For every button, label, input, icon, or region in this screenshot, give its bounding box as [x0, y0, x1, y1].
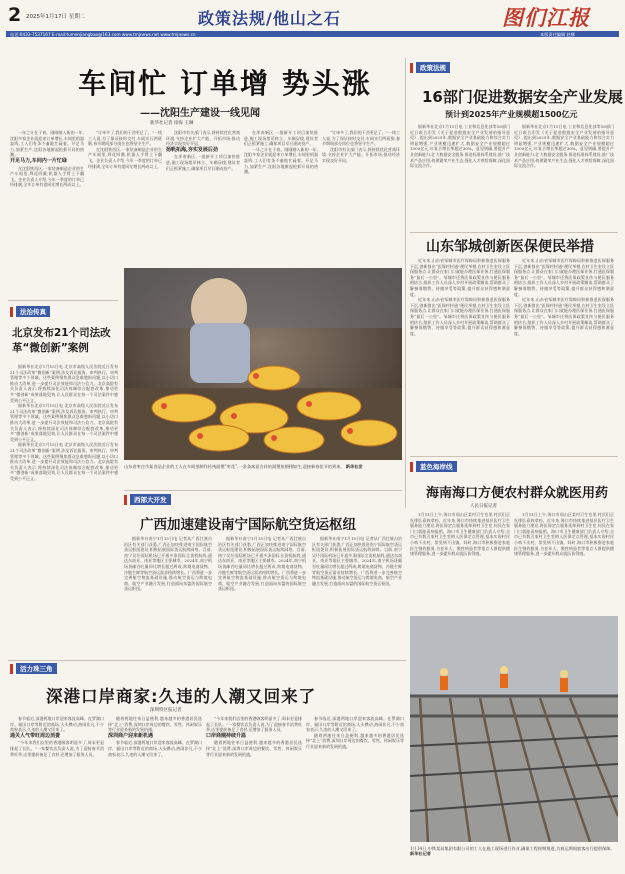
lead-paragraph: 在浑南新区,一批新开工项目加快推进,施工现场塔吊林立、车辆穿梭,建设者们正抓紧施工,确保项目早日建成投产。	[244, 130, 318, 147]
article-body	[124, 536, 212, 656]
article-paragraph: “今年来我们店里的香港顾客明显多了,周末更是排起了长队。”一家餐饮店负责人说,为了迎接春节消费旺季,店里提前备足了食材,还增加了服务人员。	[10, 740, 104, 757]
article-paragraph: “今年来我们店里的香港顾客明显多了,周末更是排起了长队。”一家餐饮店负责人说,为了迎接春节消费旺季,店里提前备足了食材,还增加了服务人员。	[206, 716, 302, 733]
editor-credit: 本版责任编辑 赵娜	[540, 31, 575, 37]
article-paragraph: 据新华社北京1月15日电 北京市高级人民法院近日发布21个司法改革“微创新”案例,涉及诉讼服务、审判执行、审判管理等多个领域。这些案例聚焦群众急难愁盼问题,以小切口推动大改革,进一步提升司法效能和司法公信力。北京高院有关负责人表示,将持续深化司法体制综合配套改革,推动更多“微创新”成果落地见效,让人民群众在每一个司法案件中感受到公平正义。	[10, 442, 118, 481]
article-paragraph: 近年来,山东省邹城市医疗保障局积极推进医保服务下沉,创新推出“医保村村通”便民举措,在村卫生室设立医保服务点,让群众在家门口就能办理医保业务,打通医保服务“最后一公里”。邹城市还将医保政策宣传与便民服务相结合,组织工作人员深入乡村开展政策解读,帮助群众了解参保缴费、待遇享受等政策,提升群众获得感和满意度。	[410, 297, 510, 336]
tag-label: 蓝色海岸线	[416, 461, 457, 472]
lead-column-5	[322, 130, 400, 258]
divider	[8, 660, 406, 661]
article-byline: 深圳特区报记者	[150, 708, 182, 713]
article-byline: 人民日报记者	[470, 504, 497, 509]
article-body	[410, 124, 510, 234]
article-paragraph: 据新华社南宁1月15日电 记者从广西壮族自治区有关部门获悉,广西正加快推进南宁国际航空货运枢纽建设,积极拓展国际货运航线网络。目前,南宁吴圩国际机场已开通多条国际全货机航线,通达东南亚、南亚等地区主要城市。2024年,南宁机场货邮吞吐量同比增长超过两成,跨境电商货物、冷链生鲜等航空货运需求持续增长。广西将进一步完善航空物流基础设施,推动航空货运与跨境电商、临空产业融合发展,打造面向东盟的国际航空货运枢纽。	[312, 536, 402, 586]
lead-subtitle: ——沈阳生产建设一线见闻	[140, 108, 260, 119]
lead-paragraph: 沈阳市有关部门表示,将持续优化营商环境,支持企业扩大产能、开拓市场,推动经济实现良好开局。	[322, 146, 400, 163]
lead-paragraph: 在浑南新区,一批新开工项目加快推进,施工现场塔吊林立、车辆穿梭,建设者们正抓紧施工,确保项目早日建成投产。	[166, 154, 240, 171]
article-paragraph: 据新华社南宁1月15日电 记者从广西壮族自治区有关部门获悉,广西正加快推进南宁国际航空货运枢纽建设,积极拓展国际货运航线网络。目前,南宁吴圩国际机场已开通多条国际全货机航线,通达东南亚、南亚等地区主要城市。2024年,南宁机场货邮吞吐量同比增长超过两成,跨境电商货物、冷链生鲜等航空货运需求持续增长。广西将进一步完善航空物流基础设施,推动航空货运与跨境电商、临空产业融合发展,打造面向东盟的国际航空货运枢纽。	[124, 536, 212, 592]
section-tag	[410, 62, 450, 73]
article-paragraph: 近年来,山东省邹城市医疗保障局积极推进医保服务下沉,创新推出“医保村村通”便民举措,在村卫生室设立医保服务点,让群众在家门口就能办理医保业务,打通医保服务“最后一公里”。邹城市还将医保政策宣传与便民服务相结合,组织工作人员深入乡村开展政策解读,帮助群众了解参保缴费、待遇享受等政策,提升群众获得感和满意度。	[410, 258, 510, 297]
lead-paragraph: 一年之计在于春。刚刚踏入新的一年,沈阳多家企业就迎来订单增长,车间里机器轰鸣,工人们有条不紊地忙碌着。开足马力,加紧生产,沈阳各地掀起抢抓开局的热潮。	[10, 130, 84, 158]
article-paragraph: 据新华社北京1月15日电 工业和信息化部等16部门近日联合印发《关于促进数据安全产业发展的指导意见》,提出到2025年,数据安全产业基础能力和综合实力明显增强,产业规模迅速扩大,数据安全产业规模超过1500亿元,年复合增长率超过30%。意见明确,要提升产业创新能力,壮大数据安全服务,推进标准体系建设,推广技术产品应用,构建繁荣产业生态,强化人才供给保障,深化国际交流合作。	[410, 124, 510, 169]
article-body	[312, 536, 402, 656]
article-paragraph: 1月11日上午,海口市琼山区某村卫生室里,村民们正在排队看病拿药。近年来,海口市持续推进基层医疗卫生服务能力建设,将医保定点服务延伸到村卫生室,村民在家门口就能看病报销。海口市卫生健康部门负责人介绍,全市已有数百家村卫生室纳入医保定点管理,基本实现村民小病不出村、常见病不出镇。同时,海口市积极推进家庭医生签约服务,为老年人、慢性病患者等重点人群提供健康管理服务,进一步提升群众就医获得感。	[410, 512, 510, 557]
article-subhead: 口岸商圈持续升温	[206, 732, 247, 739]
lead-paragraph: 一年之计在于春。刚刚踏入新的一年,沈阳多家企业就迎来订单增长,车间里机器轰鸣,工人们有条不紊地忙碌着。开足马力,加紧生产,沈阳各地掀起抢抓开局的热潮。	[244, 146, 318, 175]
lead-paragraph: 在沈阳铁西区,一家装备制造企业的生产车间里,焊花四溅,机器人手臂上下翻飞。企业负责人介绍,今年一季度的订单已经排满,全年订单有望同比增长两成以上。	[10, 165, 84, 188]
lead-paragraph: “订单多了,我们的干劲更足了。”一线工人说,为了保证按时交付,车间实行两班倒,春节期间部分岗位也将坚守生产。	[88, 130, 162, 147]
article-body	[410, 258, 510, 460]
tag-bar	[10, 307, 13, 317]
section-tag	[10, 306, 50, 317]
issue-date: 2025年1月17日 星期二	[26, 14, 86, 20]
article-body	[514, 512, 614, 612]
article-body	[206, 716, 302, 868]
tag-label: 法治传真	[16, 306, 50, 317]
article-paragraph: 春节临近,深港两地口岸迎来客流高峰。在罗湖口岸、福田口岸等附近的商场,人头攒动,热闹非凡,不少商家表示,久违的人潮又回来了。	[108, 740, 202, 757]
article-paragraph: 据新华社南宁1月15日电 记者从广西壮族自治区有关部门获悉,广西正加快推进南宁国际航空货运枢纽建设,积极拓展国际货运航线网络。目前,南宁吴圩国际机场已开通多条国际全货机航线,通达东南亚、南亚等地区主要城市。2024年,南宁机场货邮吞吐量同比增长超过两成,跨境电商货物、冷链生鲜等航空货运需求持续增长。广西将进一步完善航空物流基础设施,推动航空货运与跨境电商、临空产业融合发展,打造面向东盟的国际航空货运枢纽。	[218, 536, 306, 592]
lead-subhead: 开足马力,车间内一片忙碌	[10, 157, 67, 164]
tag-label: 政策法规	[416, 62, 450, 73]
article-title: 山东邹城创新医保便民举措	[426, 239, 594, 255]
caption-text: 1月14日,中铁某局集团有限公司的工人在施工现场进行作业,确保工程按期推进,为春运期间旅客出行提供保障。	[410, 846, 615, 851]
tag-label: 西部大开发	[130, 494, 171, 505]
lead-byline: 新华社记者 徐海 王琳	[150, 121, 194, 126]
article-title: 海南海口方便农村群众就医用药	[426, 486, 609, 501]
newspaper-logo: 图们江报	[502, 5, 590, 30]
article-paragraph: 据新华社北京1月15日电 北京市高级人民法院近日发布21个司法改革“微创新”案例,涉及诉讼服务、审判执行、审判管理等多个领域。这些案例聚焦群众急难愁盼问题,以小切口推动大改革,进一步提升司法效能和司法公信力。北京高院有关负责人表示,将持续深化司法体制综合配套改革,推动更多“微创新”成果落地见效,让人民群众在每一个司法案件中感受到公平正义。	[10, 364, 118, 403]
section-tag	[124, 494, 171, 505]
article-paragraph: 近年来,山东省邹城市医疗保障局积极推进医保服务下沉,创新推出“医保村村通”便民举措,在村卫生室设立医保服务点,让群众在家门口就能办理医保业务,打通医保服务“最后一公里”。邹城市还将医保政策宣传与便民服务相结合,组织工作人员深入乡村开展政策解读,帮助群众了解参保缴费、待遇享受等政策,提升群众获得感和满意度。	[514, 297, 614, 336]
article-title: 深港口岸商家:久违的人潮又回来了	[46, 687, 317, 706]
tag-bar	[410, 462, 413, 472]
article-body	[514, 258, 614, 460]
lead-column-1	[10, 130, 84, 258]
tag-bar	[10, 664, 13, 674]
article-title: 广西加速建设南宁国际航空货运枢纽	[140, 517, 356, 533]
contact-line: 电话:0433-7537167 E-mail:tumenjiangbao@163.com www.tmjnews.net www.tmjnews.cn	[10, 31, 196, 37]
divider	[405, 58, 406, 508]
tag-bar	[124, 495, 127, 505]
article-body	[410, 512, 510, 612]
article-paragraph: 随着两地往来日益便利,越来越多的香港居民选择“北上”消费,深圳口岸周边的餐饮、零售、休闲娱乐等行业迎来新的发展机遇。	[306, 732, 404, 749]
article-paragraph: 1月11日上午,海口市琼山区某村卫生室里,村民们正在排队看病拿药。近年来,海口市持续推进基层医疗卫生服务能力建设,将医保定点服务延伸到村卫生室,村民在家门口就能看病报销。海口市卫生健康部门负责人介绍,全市已有数百家村卫生室纳入医保定点管理,基本实现村民小病不出村、常见病不出镇。同时,海口市积极推进家庭医生签约服务,为老年人、慢性病患者等重点人群提供健康管理服务,进一步提升群众就医获得感。	[514, 512, 614, 557]
article-body	[10, 364, 118, 658]
section-tag	[10, 663, 57, 674]
section-title: 政策法规/他山之石	[198, 9, 341, 28]
article-body	[108, 716, 202, 868]
lead-title: 车间忙 订单增 势头涨	[78, 67, 372, 100]
lead-column-3	[166, 130, 240, 258]
tag-label: 活力珠三角	[16, 663, 57, 674]
photo-caption	[410, 846, 618, 870]
photo-credit: 新华社记者	[410, 851, 431, 857]
article-paragraph: 随着两地往来日益便利,越来越多的香港居民选择“北上”消费,深圳口岸周边的餐饮、零售、休闲娱乐等行业迎来新的发展机遇。	[206, 740, 302, 757]
news-photo	[410, 616, 618, 842]
divider	[410, 232, 618, 233]
lead-column-4	[244, 130, 318, 258]
article-paragraph: 春节临近,深港两地口岸迎来客流高峰。在罗湖口岸、福田口岸等附近的商场,人头攒动,热闹非凡,不少商家表示,久违的人潮又回来了。	[306, 716, 404, 733]
railway-construction-photo	[410, 616, 618, 842]
article-paragraph: 据新华社北京1月15日电 北京市高级人民法院近日发布21个司法改革“微创新”案例,涉及诉讼服务、审判执行、审判管理等多个领域。这些案例聚焦群众急难愁盼问题,以小切口推动大改革,进一步提升司法效能和司法公信力。北京高院有关负责人表示,将持续深化司法体制综合配套改革,推动更多“微创新”成果落地见效,让人民群众在每一个司法案件中感受到公平正义。	[10, 403, 118, 442]
article-paragraph: 据新华社北京1月15日电 工业和信息化部等16部门近日联合印发《关于促进数据安全产业发展的指导意见》,提出到2025年,数据安全产业基础能力和综合实力明显增强,产业规模迅速扩大,数据安全产业规模超过1500亿元,年复合增长率超过30%。意见明确,要提升产业创新能力,壮大数据安全服务,推进标准体系建设,推广技术产品应用,构建繁荣产业生态,强化人才供给保障,深化国际交流合作。	[514, 124, 614, 169]
article-body	[10, 716, 104, 868]
lead-column-2	[88, 130, 162, 258]
lead-paragraph: “订单多了,我们的干劲更足了。”一线工人说,为了保证按时交付,车间实行两班倒,春节期间部分岗位也将坚守生产。	[322, 130, 400, 147]
lead-paragraph: 在沈阳铁西区,一家装备制造企业的生产车间里,焊花四溅,机器人手臂上下翻飞。企业负责人介绍,今年一季度的订单已经排满,全年订单有望同比增长两成以上。	[88, 146, 162, 169]
photo-caption	[124, 464, 402, 488]
article-body	[306, 716, 404, 868]
article-body	[218, 536, 306, 656]
article-body	[514, 124, 614, 234]
divider	[124, 490, 402, 491]
dough-fish-photo	[124, 268, 402, 460]
tag-bar	[410, 63, 413, 73]
masthead	[0, 0, 625, 40]
divider	[410, 456, 618, 457]
article-title: 北京发布21个司法改革“微创新”案例	[12, 327, 111, 354]
news-photo	[124, 268, 402, 460]
caption-text: 山东省枣庄市某食品企业的工人在车间里制作传统面塑“枣花”,一条条寓意吉祥的面塑鱼栩栩如生,迎接新春佳节的到来。	[124, 464, 345, 469]
article-title: 16部门促进数据安全产业发展	[422, 88, 623, 106]
lead-subhead: 扬帆拓海,夯实发展后劲	[166, 146, 218, 153]
article-paragraph: 随着两地往来日益便利,越来越多的香港居民选择“北上”消费,深圳口岸周边的餐饮、零售、休闲娱乐等行业迎来新的发展机遇。	[108, 716, 202, 733]
article-subtitle: 预计到2025年产业规模超1500亿元	[445, 110, 578, 119]
article-subhead: 通关人气带旺周边消费	[10, 732, 61, 739]
divider	[8, 300, 118, 301]
page-number: 2	[8, 4, 22, 26]
article-paragraph: 春节临近,深港两地口岸迎来客流高峰。在罗湖口岸、福田口岸等附近的商场,人头攒动,热闹非凡,不少商家表示,久违的人潮又回来了。	[10, 716, 104, 733]
article-paragraph: 近年来,山东省邹城市医疗保障局积极推进医保服务下沉,创新推出“医保村村通”便民举措,在村卫生室设立医保服务点,让群众在家门口就能办理医保业务,打通医保服务“最后一公里”。邹城市还将医保政策宣传与便民服务相结合,组织工作人员深入乡村开展政策解读,帮助群众了解参保缴费、待遇享受等政策,提升群众获得感和满意度。	[514, 258, 614, 297]
article-subhead: 深圳商户迎来新机遇	[108, 732, 154, 739]
photo-credit: 新华社发	[345, 464, 363, 469]
lead-paragraph: 沈阳市有关部门表示,将持续优化营商环境,支持企业扩大产能、开拓市场,推动经济实现良好开局。	[166, 130, 240, 147]
section-tag	[410, 461, 457, 472]
